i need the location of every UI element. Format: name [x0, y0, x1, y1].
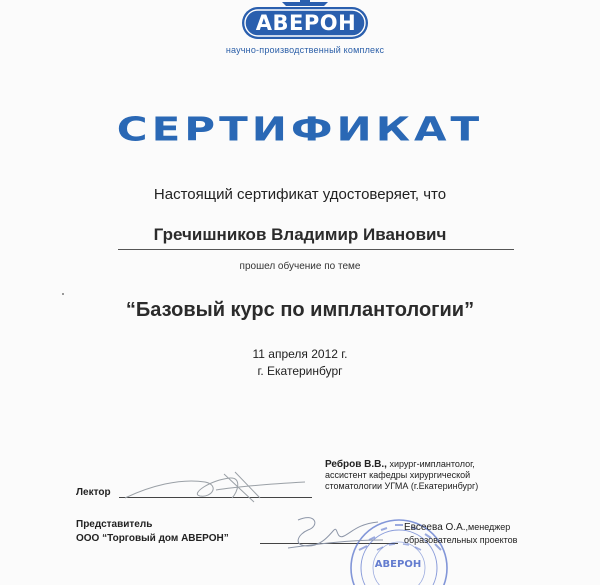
lecturer-description-line-3: стоматологии УГМА (г.Екатеринбург)	[325, 481, 479, 491]
recipient-underline	[118, 249, 514, 250]
course-title: “Базовый курс по имплантологии”	[125, 299, 475, 321]
certificate-date: 11 апреля 2012 г.	[252, 347, 348, 361]
logo-brand-text: АВЕРОН	[255, 11, 357, 35]
representative-description-line-2: образовательных проектов	[404, 535, 518, 545]
training-note: прошел обучение по теме	[239, 261, 361, 272]
representative-info	[404, 521, 517, 546]
representative-description-line-1: ,менеджер	[465, 522, 511, 532]
recipient-name: Гречишников Владимир Иванович	[153, 225, 447, 244]
lecturer-signature-icon	[120, 468, 310, 508]
lecturer-name: Ребров В.В.,	[325, 459, 387, 470]
stamp-brand: АВЕРОН	[374, 559, 422, 570]
lecturer-description-line-1: хирург-имплантолог,	[389, 459, 475, 469]
lecturer-info	[325, 459, 478, 492]
lecturer-description-line-2: ассистент кафедры хирургической	[325, 470, 471, 480]
representative-company: ООО “Торговый дом АВЕРОН”	[76, 533, 229, 544]
logo-subtitle: научно-производственный комплекс	[225, 45, 385, 55]
certificate-city: г. Екатеринбург	[257, 364, 343, 378]
margin-mark	[62, 293, 64, 295]
averon-logo	[210, 0, 400, 65]
certificate-intro: Настоящий сертификат удостоверяет, что	[153, 186, 447, 203]
lecturer-label: Лектор	[76, 487, 111, 498]
representative-label: Представитель	[76, 519, 153, 530]
representative-signature-icon	[278, 510, 388, 555]
certificate-title: СЕРТИФИКАТ	[116, 110, 484, 149]
representative-name: Евсеева О.А.	[404, 522, 466, 533]
